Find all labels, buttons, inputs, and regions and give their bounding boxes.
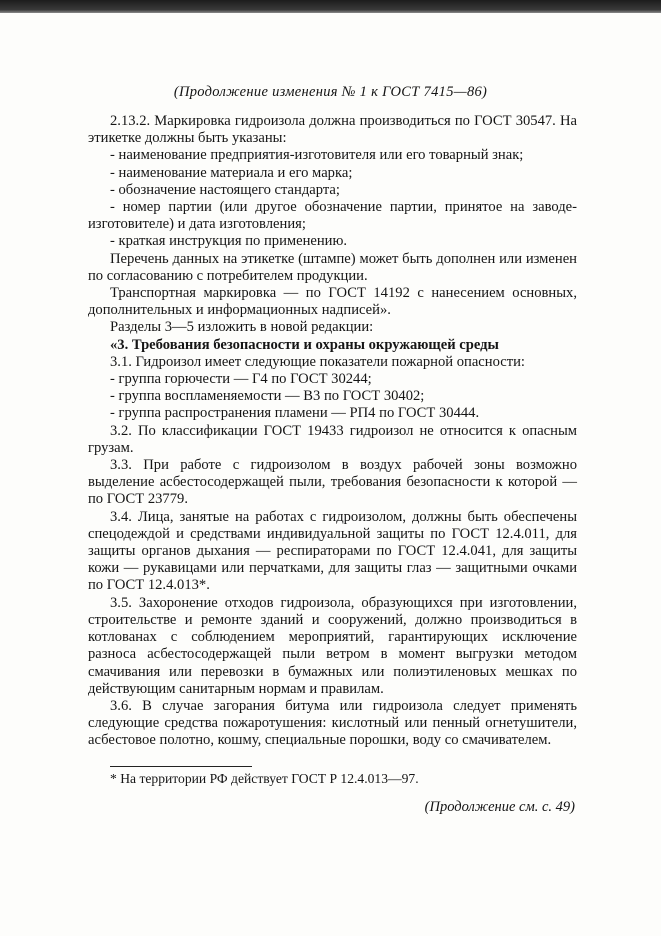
- footnote-block: [0, 766, 661, 787]
- paragraph: - группа воспламеняемости — В3 по ГОСТ 30402;: [110, 388, 425, 405]
- footnote-divider: [110, 766, 252, 767]
- paragraph: 2.13.2. Маркировка гидроизола должна производиться по ГОСТ 30547. На этикетке должны быть указаны:: [88, 113, 577, 147]
- paragraph: Перечень данных на этикетке (штампе) может быть дополнен или изменен по согласованию с потребителем продукции.: [88, 250, 577, 284]
- paragraph: 3.4. Лица, занятые на работах с гидроизолом, должны быть обеспечены спецодеждой и средствами индивидуальной защиты по ГОСТ 12.4.011, для защиты органов дыхания — респираторами по ГОСТ 12.4.041, для защиты кожи — рукавицами или перчатками, для защиты глаз — защитными очками по ГОСТ 12.4.013*.: [88, 508, 577, 594]
- paragraph: - обозначение настоящего стандарта;: [110, 181, 340, 198]
- page-header: (Продолжение изменения № 1 к ГОСТ 7415—86): [173, 84, 488, 100]
- section-heading: «3. Требования безопасности и охраны окружающей среды: [110, 336, 499, 353]
- paragraph: 3.2. По классификации ГОСТ 19433 гидроизол не относится к опасным грузам.: [88, 422, 577, 456]
- paragraph: - наименование предприятия-изготовителя или его товарный знак;: [110, 147, 524, 164]
- paragraph: 3.1. Гидроизол имеет следующие показатели пожарной опасности:: [110, 353, 525, 370]
- scan-edge-artifact: [0, 0, 661, 13]
- continuation-note: (Продолжение см. с. 49): [424, 798, 575, 815]
- paragraph: - группа распространения пламени — РП4 по ГОСТ 30444.: [110, 405, 480, 422]
- paragraph: - номер партии (или другое обозначение партии, принятое на заводе-изготовителе) и дата изготовления;: [88, 199, 577, 233]
- paragraph: - группа горючести — Г4 по ГОСТ 30244;: [110, 371, 372, 388]
- paragraph: 3.5. Захоронение отходов гидроизола, образующихся при изготовлении, строительстве и ремонте зданий и сооружений, должно производиться в котлованах с соблюдением мероприятий, гарантирующих исключение разноса асбестосодержащей пыли ветром в момент выгрузки методом смачивания или перевозки в бумажных или полиэтиленовых мешках по действующим санитарным нормам и правилам.: [88, 594, 577, 697]
- paragraph: - наименование материала и его марка;: [110, 164, 353, 181]
- footnote: * На территории РФ действует ГОСТ Р 12.4.013—97.: [110, 770, 419, 786]
- paragraph: Разделы 3—5 изложить в новой редакции:: [110, 319, 374, 336]
- paragraph: Транспортная маркировка — по ГОСТ 14192 с нанесением основных, дополнительных и информационных надписей».: [88, 285, 577, 319]
- paragraph: - краткая инструкция по применению.: [110, 233, 348, 250]
- paragraph: 3.3. При работе с гидроизолом в воздух рабочей зоны возможно выделение асбестосодержащей пыли, требования безопасности к которой — по ГОСТ 23779.: [88, 457, 577, 508]
- paragraph: 3.6. В случае загорания битума или гидроизола следует применять следующие средства пожаротушения: кислотный или пенный огнетушители, асбестовое полотно, кошму, специальные порошки, воду со смачивателем.: [88, 697, 577, 749]
- document-body: [0, 113, 661, 750]
